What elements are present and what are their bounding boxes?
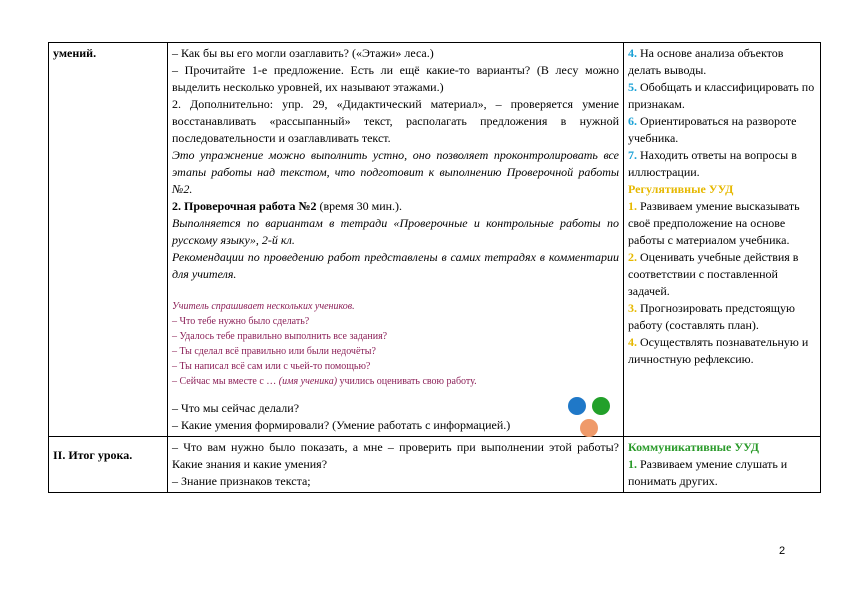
- uud-number: 1.: [628, 199, 637, 213]
- uud-item: [628, 198, 816, 249]
- paragraph: [172, 198, 619, 215]
- uud-item: [628, 45, 816, 79]
- question: – Что мы сейчас делали?: [172, 401, 300, 415]
- teacher-line: – Что тебе нужно было сделать?: [172, 316, 310, 327]
- uud-text: Развиваем умение слушать и понимать других.: [628, 457, 788, 488]
- uud-number: 3.: [628, 301, 637, 315]
- table-row: [49, 437, 821, 493]
- blue-circle: [568, 397, 586, 415]
- uud-item: [628, 79, 816, 113]
- paragraph: – Знание признаков текста;: [172, 474, 311, 488]
- teacher-line-part: – Сейчас мы вместе с …: [172, 376, 279, 387]
- uud-number: 4.: [628, 335, 637, 349]
- student-name-placeholder: (имя ученика): [278, 376, 338, 387]
- lesson-table: [48, 42, 821, 493]
- uud-text: Ориентироваться на развороте учебника.: [628, 114, 797, 145]
- uud-item: [628, 113, 816, 147]
- uud-text: Обобщать и классифицировать по признакам.: [628, 80, 815, 111]
- orange-circle: [580, 419, 598, 437]
- stage-label: II. Итог урока.: [53, 448, 133, 462]
- uud-item: [628, 147, 816, 181]
- paragraph: – Прочитайте 1-е предложение. Есть ли ещё какие-то варианты? (В лесу можно выделить несколько уровней, их называют этажами.): [172, 63, 619, 94]
- uud-text: Находить ответы на вопросы в иллюстрации.: [628, 148, 797, 179]
- uud-cell: [624, 43, 821, 437]
- table-row: [49, 43, 821, 437]
- question: – Какие умения формировали? (Умение работать с информацией.): [172, 418, 511, 432]
- content-cell: [168, 437, 624, 493]
- teacher-line-part: учились оценивать свою работу.: [337, 376, 477, 387]
- paragraph: 2. Дополнительно: упр. 29, «Дидактический материал», – проверяется умение восстанавливать «рассыпанный» текст, располагать предложения в нужной последовательности и озаглавливать текст.: [172, 97, 619, 145]
- communicative-heading: Коммуникативные УУД: [628, 440, 760, 454]
- teacher-questions: [172, 299, 619, 389]
- paragraph: – Как бы вы его могли озаглавить? («Этажи» леса.): [172, 46, 434, 60]
- teacher-line: – Удалось тебе правильно выполнить все задания?: [172, 331, 388, 342]
- uud-text: На основе анализа объектов делать выводы.: [628, 46, 784, 77]
- uud-number: 6.: [628, 114, 637, 128]
- uud-number: 2.: [628, 250, 637, 264]
- uud-number: 1.: [628, 457, 637, 471]
- green-circle: [592, 397, 610, 415]
- italic-paragraph: Рекомендации по проведению работ представлены в самих тетрадях в комментарии для учителя.: [172, 250, 619, 281]
- work-time: (время 30 мин.).: [316, 199, 403, 213]
- uud-text: Оценивать учебные действия в соответствии с поставленной задачей.: [628, 250, 799, 298]
- uud-cell: [624, 437, 821, 493]
- uud-text: Осуществлять познавательную и личностную рефлексию.: [628, 335, 809, 366]
- work-title: 2. Проверочная работа №2: [172, 199, 317, 213]
- uud-text: Развиваем умение высказывать своё предположение на основе работы с материалом учебника.: [628, 199, 800, 247]
- uud-number: 7.: [628, 148, 637, 162]
- uud-item: [628, 249, 816, 300]
- page-number: 2: [779, 545, 786, 557]
- uud-item: [628, 456, 816, 490]
- stage-label: умений.: [53, 46, 97, 60]
- italic-paragraph: Это упражнение можно выполнить устно, оно позволяет проконтролировать все этапы работы над текстом, что подготовит к выполнению Проверочной работы №2.: [172, 148, 619, 196]
- regulatory-heading: Регулятивные УУД: [628, 182, 734, 196]
- uud-number: 5.: [628, 80, 637, 94]
- paragraph: – Что вам нужно было показать, а мне – проверить при выполнении этой работы? Какие знания и какие умения?: [172, 440, 619, 471]
- italic-paragraph: Выполняется по вариантам в тетради «Проверочные и контрольные работы по русскому языку», 2-й кл.: [172, 216, 619, 247]
- content-cell: [168, 43, 624, 437]
- uud-item: [628, 300, 816, 334]
- self-assessment-circles: [172, 399, 619, 400]
- uud-number: 4.: [628, 46, 637, 60]
- teacher-line: [172, 374, 619, 389]
- uud-item: [628, 334, 816, 368]
- teacher-line: – Ты написал всё сам или с чьей-то помощью?: [172, 361, 371, 372]
- teacher-title: Учитель спрашивает нескольких учеников.: [172, 301, 355, 312]
- teacher-line: – Ты сделал всё правильно или были недочёты?: [172, 346, 376, 357]
- uud-text: Прогнозировать предстоящую работу (составлять план).: [628, 301, 796, 332]
- stage-cell: [49, 43, 168, 437]
- stage-cell: [49, 437, 168, 493]
